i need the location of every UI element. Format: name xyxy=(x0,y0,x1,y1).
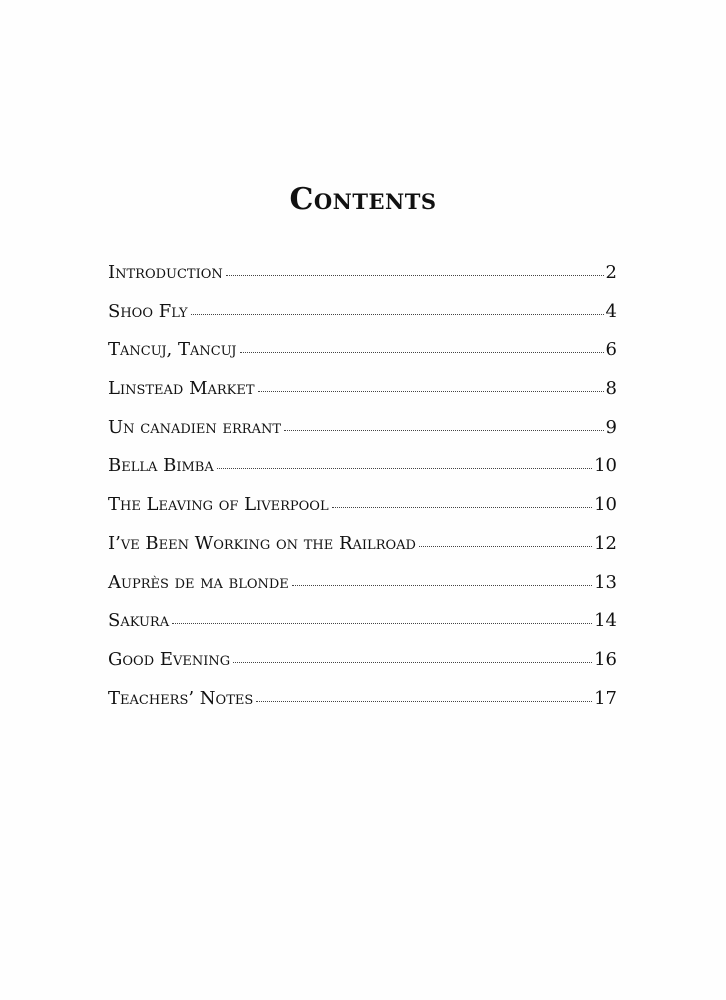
page-number: 16 xyxy=(594,648,617,670)
dot-leader xyxy=(240,352,604,353)
page-number: 6 xyxy=(605,339,617,361)
page-number: 14 xyxy=(594,610,617,632)
table-of-contents xyxy=(108,262,617,726)
entry-title: Good Evening xyxy=(108,648,231,670)
page-number: 8 xyxy=(605,378,617,400)
page-title: Contents xyxy=(289,182,437,217)
page-number: 10 xyxy=(594,455,617,477)
page-number: 2 xyxy=(605,262,617,283)
dot-leader xyxy=(217,468,592,469)
dot-leader xyxy=(233,662,592,663)
toc-entry-working-on-the-railroad xyxy=(108,533,617,572)
entry-title: Linstead Market xyxy=(108,378,255,400)
entry-title: Sakura xyxy=(108,610,170,632)
dot-leader xyxy=(172,623,592,624)
page-number: 17 xyxy=(594,687,617,709)
toc-entry-teachers-notes xyxy=(108,688,617,727)
dot-leader xyxy=(226,275,604,276)
entry-title: Bella Bimba xyxy=(108,455,214,477)
entry-title: Shoo Fly xyxy=(108,300,188,322)
toc-entry-bella-bimba xyxy=(108,455,617,494)
entry-title: Teachers’ Notes xyxy=(108,687,254,709)
dot-leader xyxy=(256,701,592,702)
dot-leader xyxy=(258,391,604,392)
page-number: 13 xyxy=(594,571,617,593)
dot-leader xyxy=(419,546,592,547)
entry-title: Auprès de ma blonde xyxy=(108,571,289,593)
page-number: 10 xyxy=(594,494,617,516)
toc-entry-leaving-of-liverpool xyxy=(108,494,617,533)
toc-entry-shoo-fly xyxy=(108,301,617,340)
toc-entry-un-canadien-errant xyxy=(108,417,617,456)
entry-title: The Leaving of Liverpool xyxy=(108,494,329,516)
toc-entry-tancuj-tancuj xyxy=(108,339,617,378)
page-number: 12 xyxy=(594,532,617,554)
dot-leader xyxy=(284,430,604,431)
toc-entry-introduction xyxy=(108,262,617,301)
dot-leader xyxy=(292,585,592,586)
page-number: 4 xyxy=(605,300,617,322)
toc-entry-linstead-market xyxy=(108,378,617,417)
dot-leader xyxy=(332,507,593,508)
page-number: 9 xyxy=(605,416,617,438)
entry-title: Un canadien errant xyxy=(108,416,282,438)
entry-title: Introduction xyxy=(108,262,223,283)
toc-entry-good-evening xyxy=(108,649,617,688)
dot-leader xyxy=(191,314,604,315)
entry-title: I’ve Been Working on the Railroad xyxy=(108,532,416,554)
toc-entry-sakura xyxy=(108,610,617,649)
toc-entry-aupres-de-ma-blonde xyxy=(108,572,617,611)
entry-title: Tancuj, Tancuj xyxy=(108,339,237,361)
